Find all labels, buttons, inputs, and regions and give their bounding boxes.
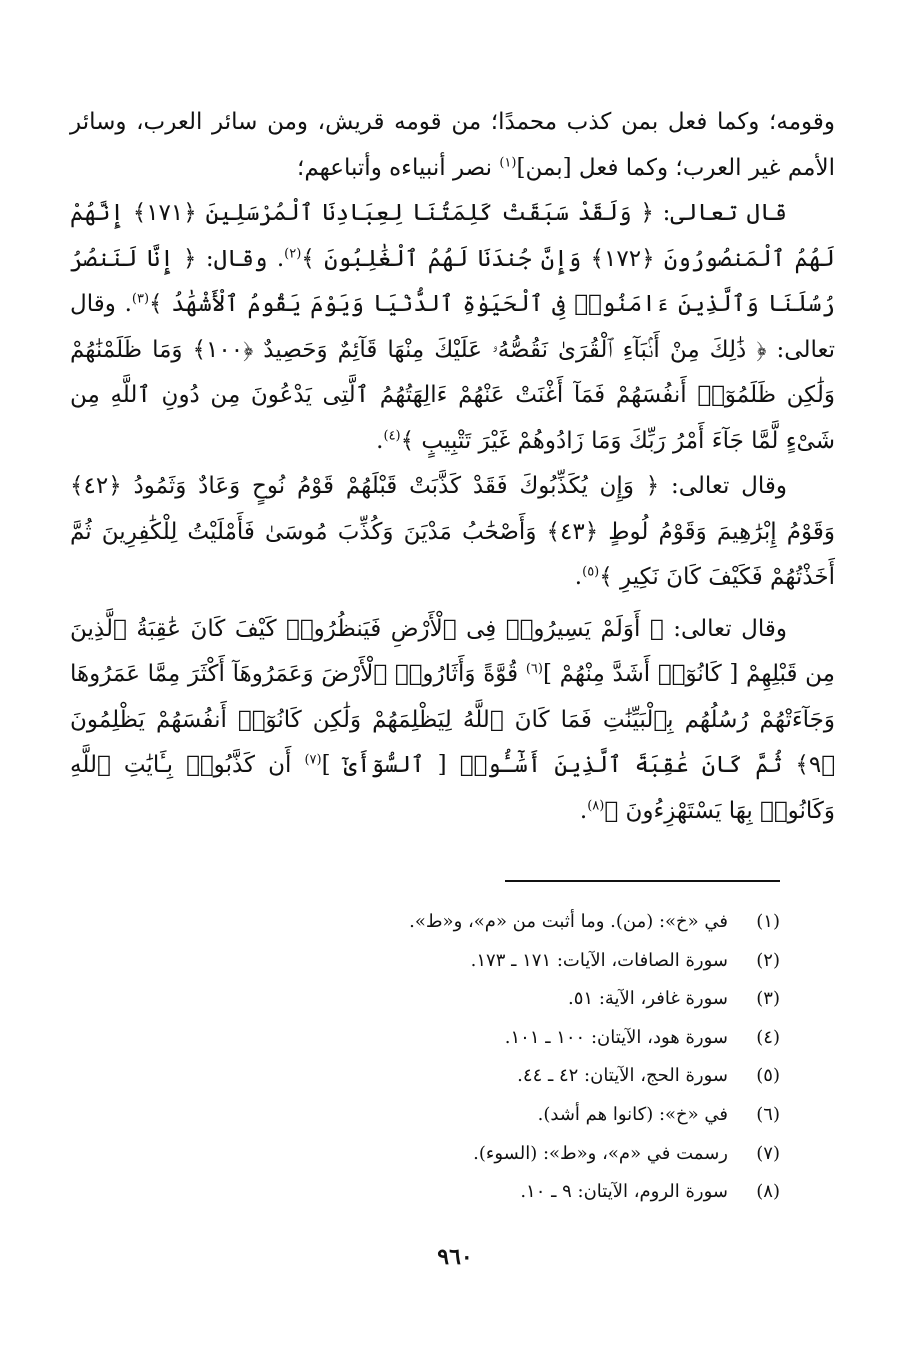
footnote-text: سورة هود، الآيتان: ١٠٠ ـ ١٠١. <box>504 1026 728 1048</box>
text-span: . <box>579 797 588 824</box>
quran-verse: أَن كَذَّبُوا۟ بِـَٔايَٰتِ ٱللَّهِ وَكَانُوا۟ بِهَا يَسْتَهْزِءُونَ ﴾ <box>70 752 835 824</box>
footnote-item <box>120 1019 780 1058</box>
footnote-number: (٥) <box>756 1065 780 1087</box>
footnote-item <box>120 903 780 942</box>
footnote-number: (٢) <box>756 949 780 971</box>
text-span: . <box>574 564 583 590</box>
text-span: نصر أنبياءه وأتباعهم؛ <box>297 154 500 181</box>
footnote-number: (٧) <box>756 1142 780 1164</box>
footnote-item <box>120 980 780 1019</box>
footnote-text: سورة الروم، الآيتان: ٩ ـ ١٠. <box>520 1181 728 1203</box>
footnote-ref-8: (٨) <box>587 797 605 813</box>
footnote-number: (٣) <box>756 988 780 1010</box>
footnote-item <box>120 1135 780 1174</box>
quran-verse: . وقال: ﴿ إِنَّا لَنَنصُرُ رُسُلَنَا وَٱلَّذِينَ ءَامَنُوا۟ فِى ٱلْحَيَوٰةِ ٱلدُّنْيَا وَيَوْمَ يَقُومُ ٱلْأَشْهَٰدُ ﴾ <box>70 245 835 317</box>
footnote-item <box>120 942 780 981</box>
footnote-text: سورة الحج، الآيتان: ٤٢ ـ ٤٤. <box>517 1065 728 1087</box>
footnote-text: في «خ»: (من). وما أثبت من «م»، و«ط». <box>409 911 728 932</box>
text-span: . <box>376 427 384 454</box>
quran-verse: قُوَّةً وَأَثَارُوا۟ ٱلْأَرْضَ وَعَمَرُوهَآ أَكْثَرَ مِمَّا عَمَرُوهَا وَجَآءَتْهُمْ رُسُلُهُم بِٱلْبَيِّنَٰتِ فَمَا كَانَ ٱللَّهُ لِيَظْلِمَهُمْ وَلَٰكِن كَانُوٓا۟ أَنفُسَهُمْ يَظْلِمُونَ ﴿٩﴾ ثُمَّ كَانَ عَٰقِبَةَ ٱلَّذِينَ أَسَٰٓـُٔوا۟ [ ٱلسُّوٓأَىٰٓ ] <box>70 661 836 778</box>
text-span: وقومه؛ وكما فعل بمن كذب محمدًا؛ من قومه قريش، ومن سائر العرب، وسائر الأمم غير العرب؛ وكما فعل [بمن] <box>70 109 835 181</box>
quran-verse: . وقال تعالى: ﴿ ذَٰلِكَ مِنْ أَنۢبَآءِ ٱلْقُرَىٰ نَقُصُّهُۥ عَلَيْكَ مِنْهَا قَآئِمٌ وَحَصِيدٌ ﴿١٠٠﴾ وَمَا ظَلَمْنَٰهُمْ وَلَٰكِن ظَلَمُوٓا۟ أَنفُسَهُمْ فَمَآ أَغْنَتْ عَنْهُمْ ءَالِهَتُهُمُ ٱلَّتِى يَدْعُونَ مِن دُونِ ٱللَّهِ مِن شَىْءٍ لَّمَّا جَآءَ أَمْرُ رَبِّكَ وَمَا زَادُوهُمْ غَيْرَ تَتْبِيبٍ ﴾ <box>70 291 835 454</box>
footnote-text: رسمت في «م»، و«ط»: (السوء). <box>473 1142 728 1164</box>
footnote-text: سورة الصافات، الآيات: ١٧١ ـ ١٧٣. <box>470 949 728 971</box>
footnote-ref-7: (٧) <box>304 752 322 768</box>
footnote-ref-6: (٦) <box>525 661 543 677</box>
footnote-number: (٤) <box>756 1026 780 1048</box>
footnote-text: سورة غافر، الآية: ٥١. <box>568 988 728 1010</box>
footnote-number: (٦) <box>756 1103 780 1125</box>
paragraph-4 <box>70 607 835 835</box>
quran-verse: قال تعالى: ﴿ وَلَقَدْ سَبَقَتْ كَلِمَتُنَا لِعِبَادِنَا ٱلْمُرْسَلِينَ ﴿١٧١﴾ إِنَّهُمْ لَهُمُ ٱلْمَنصُورُونَ ﴿١٧٢﴾ وَإِنَّ جُندَنَا لَهُمُ ٱلْغَٰلِبُونَ ﴾ <box>70 200 835 272</box>
footnote-item <box>120 1057 780 1096</box>
footnote-number: (١) <box>756 911 780 932</box>
quran-verse: وقال تعالى: ﴿ أَوَلَمْ يَسِيرُوا۟ فِى ٱلْأَرْضِ فَيَنظُرُوا۟ كَيْفَ كَانَ عَٰقِبَةُ ٱلَّذِينَ مِن قَبْلِهِمْ [ كَانُوٓا۟ أَشَدَّ مِنْهُمْ ] <box>70 615 835 687</box>
footnote-item <box>120 1096 780 1135</box>
footnote-divider <box>505 880 780 882</box>
footnote-ref-1: (١) <box>499 154 517 170</box>
footnote-item <box>120 1173 780 1212</box>
page-number: ٩٦٠ <box>437 1244 473 1270</box>
footnotes <box>120 903 780 1212</box>
main-text <box>70 100 835 834</box>
footnote-ref-2: (٢) <box>284 245 302 261</box>
footnote-ref-3: (٣) <box>131 291 150 307</box>
footnote-text: في «خ»: (كانوا هم أشد). <box>537 1103 728 1125</box>
footnote-ref-4: (٤) <box>383 427 401 443</box>
footnote-number: (٨) <box>756 1181 780 1203</box>
footnote-ref-5: (٥) <box>582 564 600 580</box>
paragraph-3 <box>70 464 835 601</box>
quran-verse: وقال تعالى: ﴿ وَإِن يُكَذِّبُوكَ فَقَدْ كَذَّبَتْ قَبْلَهُمْ قَوْمُ نُوحٍ وَعَادٌ وَثَمُودُ ﴿٤٢﴾ وَقَوْمُ إِبْرَٰهِيمَ وَقَوْمُ لُوطٍ ﴿٤٣﴾ وَأَصْحَٰبُ مَدْيَنَ وَكُذِّبَ مُوسَىٰ فَأَمْلَيْتُ لِلْكَٰفِرِينَ ثُمَّ أَخَذْتُهُمْ فَكَيْفَ كَانَ نَكِيرِ ﴾ <box>70 473 836 590</box>
paragraph-1 <box>70 100 835 191</box>
paragraph-2 <box>70 191 835 464</box>
